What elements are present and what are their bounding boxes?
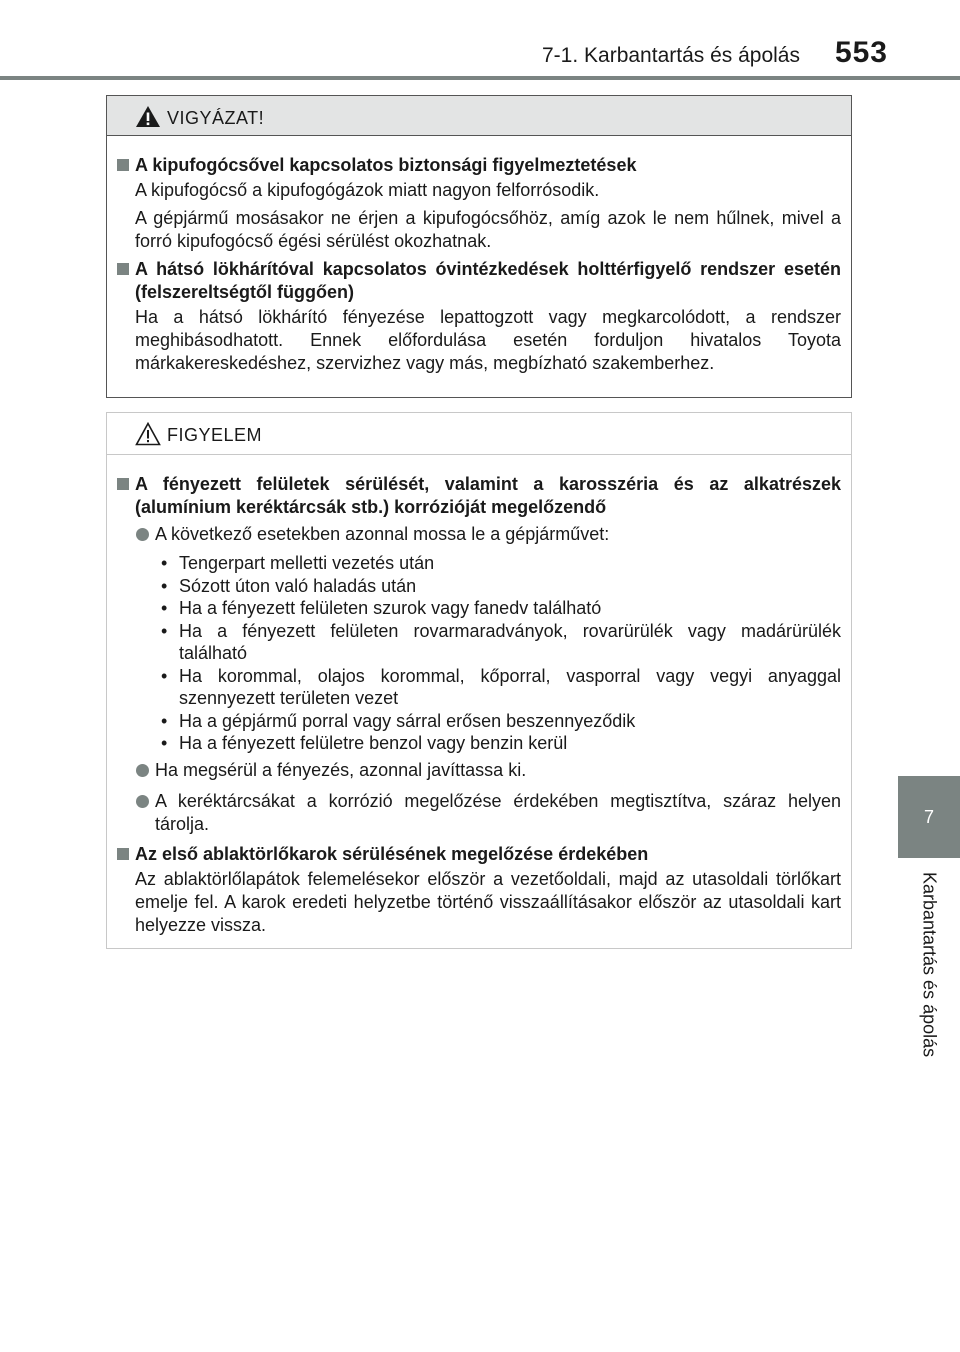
notice-box-header (107, 413, 851, 455)
page-number: 553 (834, 36, 888, 69)
section-heading: A fényezett felületek sérülését, valamint a karosszéria és az alkatrészek (alumínium keréktárcsák stb.) korrózióját megelőzendő (115, 473, 841, 519)
bullet-item: • Ha a fényezett felületen rovarmaradványok, rovarürülék vagy madárürülék található (161, 620, 841, 663)
notice-box (106, 412, 852, 949)
section-heading: A hátsó lökhárítóval kapcsolatos óvintézkedések holttérfigyelő rendszer esetén (felszereltségtől függően) (115, 258, 841, 304)
chapter-label: Karbantartás és ápolás (919, 872, 940, 1058)
list-item: A keréktárcsákat a korrózió megelőzése érdekében megtisztítva, száraz helyen tárolja. (115, 790, 841, 836)
notice-title: FIGYELEM (167, 425, 263, 445)
caution-body (107, 136, 851, 375)
chapter-number: 7 (923, 807, 934, 827)
list-item: A következő esetekben azonnal mossa le a gépjárművet: (115, 523, 841, 546)
bullet-item: • Sózott úton való haladás után (161, 575, 417, 596)
warning-triangle-filled-icon (135, 105, 161, 128)
header-divider (0, 76, 960, 80)
bullet-item: • Tengerpart melletti vezetés után (161, 553, 435, 573)
circle-bullet-icon (136, 795, 149, 808)
circle-bullet-icon (136, 528, 149, 541)
square-bullet-icon (117, 263, 129, 275)
bullet-item: • Ha a gépjármű porral vagy sárral erősen beszennyeződik (161, 710, 636, 731)
caution-title: VIGYÁZAT! (167, 108, 265, 128)
circle-bullet-icon (136, 764, 149, 777)
paragraph: Ha a hátsó lökhárító fényezése lepattogzott vagy megkarcolódott, a rendszer meghibásodhatott. Ennek előfordulása esetén forduljon hivatalos Toyota márkakereskedéshez, szervizhez vagy más, megbízható szakemberhez. (135, 307, 841, 373)
caution-box (106, 95, 852, 398)
section-heading: Az első ablaktörlőkarok sérülésének megelőzése érdekében (115, 843, 841, 866)
section-heading: A kipufogócsővel kapcsolatos biztonsági figyelmeztetések (115, 154, 841, 177)
bullet-item: • Ha a fényezett felületen szurok vagy fanedv található (161, 598, 602, 618)
square-bullet-icon (117, 478, 129, 490)
section-title: 7-1. Karbantartás és ápolás (542, 44, 800, 67)
list-item: Ha megsérül a fényezés, azonnal javíttassa ki. (115, 759, 841, 782)
caution-box-header (107, 96, 851, 136)
bullet-item: • Ha korommal, olajos korommal, kőporral, vasporral vagy vegyi anyaggal szennyezett területen vezet (161, 665, 841, 708)
square-bullet-icon (117, 159, 129, 171)
chapter-side-label (898, 872, 960, 1092)
paragraph: A gépjármű mosásakor ne érjen a kipufogócsőhöz, amíg azok le nem hűlnek, mivel a forró kipufogócső égési sérülést okozhatnak. (135, 208, 841, 251)
paragraph: Az ablaktörlőlapátok felemelésekor először a vezetőoldali, majd az utasoldali törlőkart emelje fel. A karok eredeti helyzetbe történő visszaállításakor először az utasoldali kart helyezze vissza. (135, 868, 841, 935)
notice-body (107, 455, 851, 937)
square-bullet-icon (117, 848, 129, 860)
paragraph: A kipufogócső a kipufogógázok miatt nagyon felforrósodik. (135, 180, 600, 200)
chapter-tab[interactable] (898, 776, 960, 858)
warning-triangle-outline-icon (135, 422, 161, 446)
bullet-list (115, 552, 841, 755)
bullet-item: • Ha a fényezett felületre benzol vagy benzin kerül (161, 733, 568, 753)
